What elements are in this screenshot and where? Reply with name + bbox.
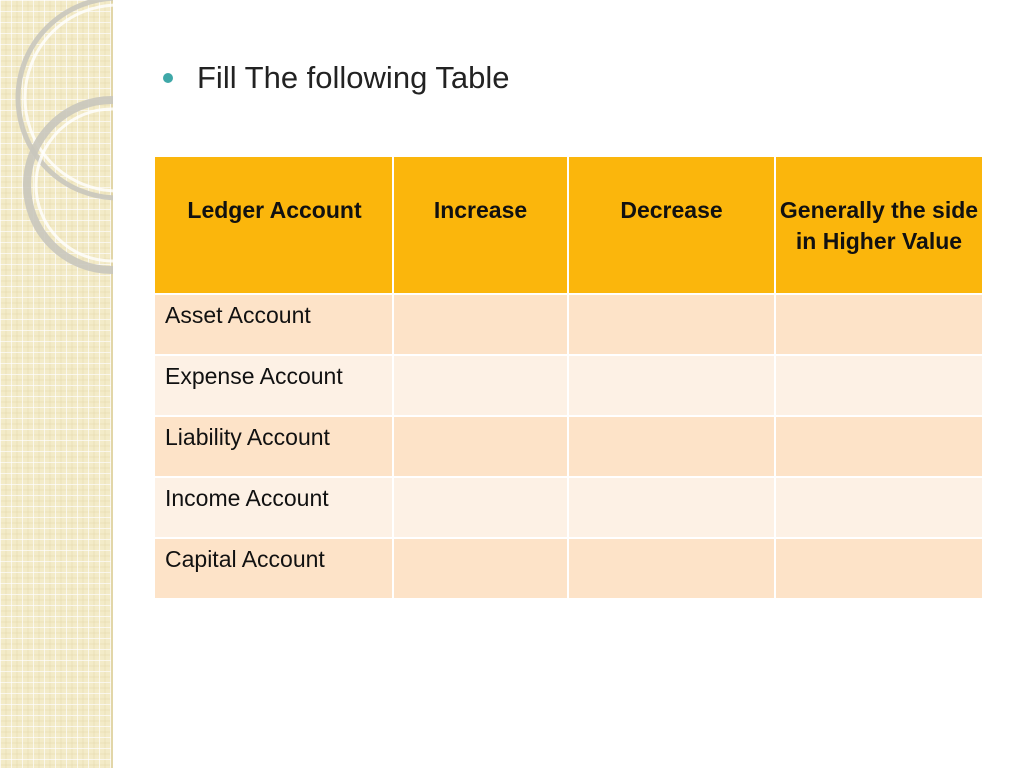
ledger-table bbox=[153, 155, 984, 600]
header-higher-side: Generally the side in Higher Value bbox=[775, 156, 983, 294]
table-row bbox=[154, 355, 983, 416]
decorative-sidebar bbox=[0, 0, 113, 768]
slide-title: Fill The following Table bbox=[197, 60, 510, 95]
cell-increase[interactable] bbox=[393, 477, 568, 538]
cell-higher-side[interactable] bbox=[775, 477, 983, 538]
header-decrease: Decrease bbox=[568, 156, 775, 294]
header-ledger-account: Ledger Account bbox=[154, 156, 393, 294]
cell-ledger-account: Expense Account bbox=[154, 355, 393, 416]
title-row bbox=[163, 56, 509, 100]
table-row bbox=[154, 416, 983, 477]
circle-bullet-icon bbox=[163, 73, 173, 83]
table-header-row bbox=[154, 156, 983, 294]
table-row bbox=[154, 477, 983, 538]
cell-increase[interactable] bbox=[393, 355, 568, 416]
table-row bbox=[154, 538, 983, 599]
decorative-rings-icon bbox=[0, 0, 113, 280]
cell-decrease[interactable] bbox=[568, 416, 775, 477]
cell-decrease[interactable] bbox=[568, 355, 775, 416]
cell-higher-side[interactable] bbox=[775, 355, 983, 416]
cell-ledger-account: Capital Account bbox=[154, 538, 393, 599]
cell-higher-side[interactable] bbox=[775, 294, 983, 355]
cell-higher-side[interactable] bbox=[775, 538, 983, 599]
cell-ledger-account: Asset Account bbox=[154, 294, 393, 355]
cell-increase[interactable] bbox=[393, 538, 568, 599]
cell-decrease[interactable] bbox=[568, 538, 775, 599]
cell-decrease[interactable] bbox=[568, 477, 775, 538]
cell-ledger-account: Income Account bbox=[154, 477, 393, 538]
cell-higher-side[interactable] bbox=[775, 416, 983, 477]
table-row bbox=[154, 294, 983, 355]
cell-increase[interactable] bbox=[393, 294, 568, 355]
cell-ledger-account: Liability Account bbox=[154, 416, 393, 477]
cell-increase[interactable] bbox=[393, 416, 568, 477]
header-increase: Increase bbox=[393, 156, 568, 294]
cell-decrease[interactable] bbox=[568, 294, 775, 355]
